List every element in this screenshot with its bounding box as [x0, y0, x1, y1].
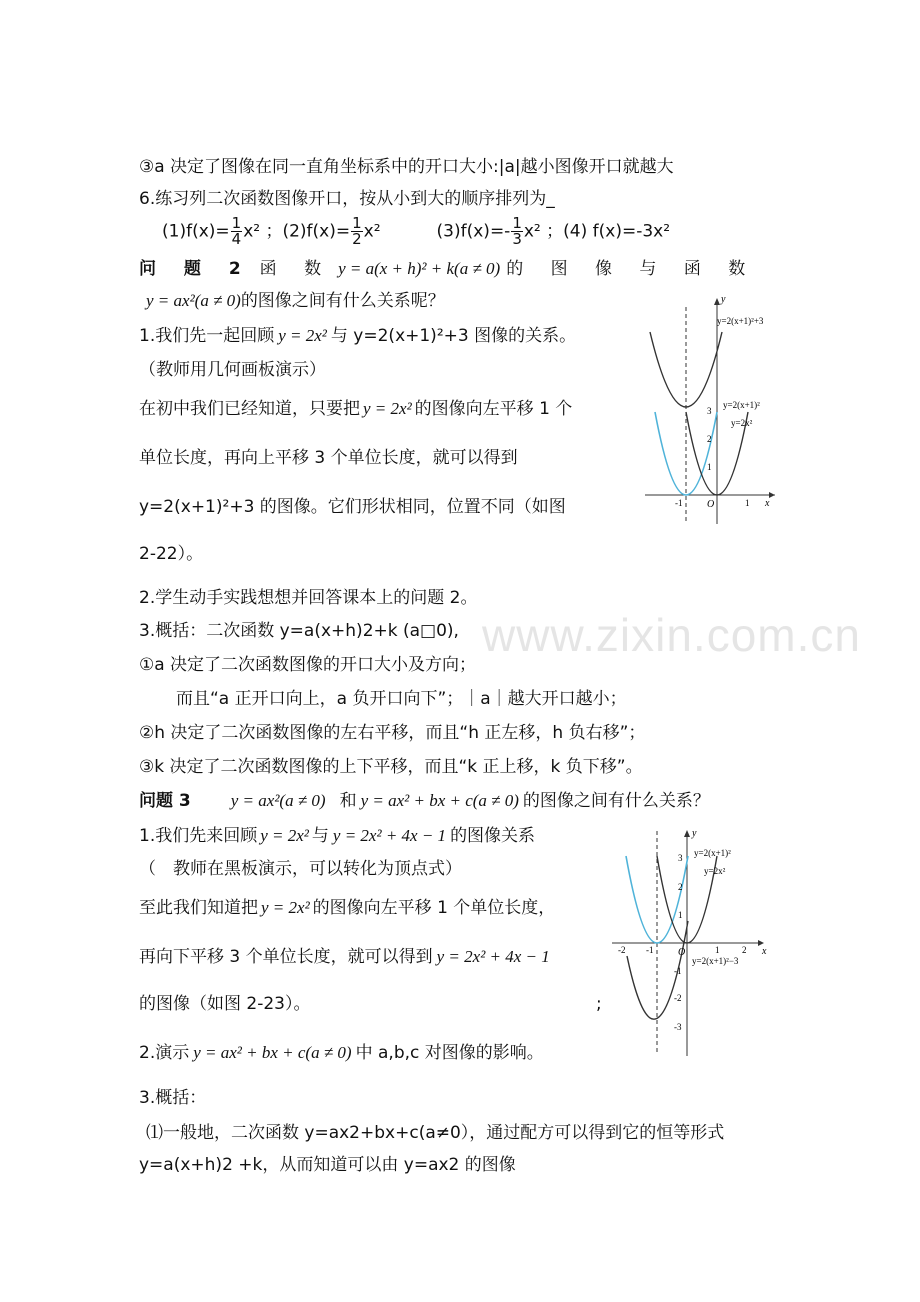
question-3-line: 问题 3 y = ax²(a ≠ 0) 和 y = ax² + bx + c(a ≠ 0) 的图像之间有什么关系？: [139, 791, 710, 811]
tick-y-3: 3: [678, 853, 683, 863]
label-mid: y=2(x+1)²: [723, 400, 760, 410]
label-top: y=2(x+1)²: [694, 848, 731, 858]
tick-origin: O: [678, 947, 686, 958]
conclusion-1: ①a 决定了二次函数图像的开口大小及方向；: [139, 655, 477, 675]
x-axis-arrow: [769, 492, 775, 498]
q2-formula: y = a(x + h)² + k(a ≠ 0): [338, 259, 501, 278]
step-1: 1.我们先一起回顾 y = 2x² 与 y=2(x+1)²+3 图像的关系。: [139, 326, 577, 346]
conclusion-2: ②h 决定了二次函数图像的左右平移，而且“h 正左移，h 负右移”；: [139, 723, 646, 743]
y-axis-label: y: [721, 294, 726, 305]
exercise-6-items: [162, 216, 670, 247]
tick-x-2: 2: [742, 945, 747, 955]
q3-para-3: 的图像（如图 2-23）。: [139, 994, 311, 1014]
ex1-prefix: (1)f(x)=: [162, 221, 230, 242]
tick-x-1: 1: [715, 945, 720, 955]
y-axis-label: y: [692, 828, 697, 839]
tick-y-3: 3: [707, 406, 712, 416]
conclusion-1b: 而且“a 正开口向上，a 负开口向下”；｜a｜越大开口越小；: [176, 689, 627, 709]
figure-2-23: [612, 826, 772, 1058]
ex3-suffix: x² ；(4) f(x)=-3x²: [523, 221, 671, 242]
exercise-6-title: 6.练习列二次函数图像开口，按从小到大的顺序排列为_: [139, 189, 555, 209]
tick-x-1: 1: [745, 498, 750, 508]
y-axis-arrow: [684, 830, 690, 837]
x-axis-label: x: [762, 946, 767, 957]
q3-summary-2: y=a(x+h)2 +k，从而知道可以由 y=ax2 的图像: [139, 1155, 516, 1175]
q3-para-1: 至此我们知道把 y = 2x² 的图像向左平移 1 个单位长度，: [139, 898, 556, 918]
para-3: y=2(x+1)²+3 的图像。它们形状相同，位置不同（如图: [139, 497, 566, 517]
q3-step-1-note: （ 教师在黑板演示，可以转化为顶点式）: [139, 859, 462, 879]
tick-y-1: 1: [707, 462, 712, 472]
figure-2-22: [645, 292, 805, 527]
y-axis-arrow: [714, 298, 720, 305]
ex2-fraction: $\frac{1}{2}$: [352, 214, 362, 248]
tick-x-neg1: -1: [646, 945, 654, 955]
step-1-note: （教师用几何画板演示）: [139, 360, 326, 380]
q2-formula-2: y = ax²(a ≠ 0): [146, 291, 241, 310]
tick-y-neg3: -3: [674, 1022, 682, 1032]
q3-para-2: 再向下平移 3 个单位长度，就可以得到 y = 2x² + 4x − 1: [139, 947, 550, 967]
tick-x-neg1: -1: [675, 498, 683, 508]
ex2-suffix: x²: [363, 221, 381, 242]
x-axis-label: x: [765, 498, 770, 509]
tick-y-neg2: -2: [674, 993, 682, 1003]
ex3-fraction: $\frac{1}{3}$: [512, 214, 522, 248]
tick-x-neg2: -2: [618, 945, 626, 955]
para-2: 单位长度，再向上平移 3 个单位长度，就可以得到: [139, 448, 518, 468]
tick-y-1: 1: [678, 910, 683, 920]
text-line-1: ③a 决定了图像在同一直角坐标系中的开口大小:|a|越小图像开口就越大: [139, 157, 674, 177]
tick-origin: O: [707, 499, 715, 510]
label-low: y=2x²: [731, 418, 753, 428]
tick-y-2: 2: [707, 434, 712, 444]
label-bottom: y=2(x+1)²−3: [692, 956, 739, 966]
step-3: 3.概括：二次函数 y=a(x+h)2+k (a□0),: [139, 621, 459, 641]
ex1-fraction: $\frac{1}{4}$: [231, 214, 242, 248]
label-low: y=2x²: [704, 866, 726, 876]
q3-step-2: 2.演示 y = ax² + bx + c(a ≠ 0) 中 a,b,c 对图像的影响。: [139, 1043, 544, 1063]
question-2-line: 问 题 2 函 数 y = a(x + h)² + k(a ≠ 0) 的 图 像 与 函 数: [139, 259, 757, 279]
question-2-line-2: y = ax²(a ≠ 0)的图像之间有什么关系呢？: [146, 291, 445, 311]
para-1: 在初中我们已经知道，只要把 y = 2x² 的图像向左平移 1 个: [139, 399, 573, 419]
conclusion-3: ③k 决定了二次函数图像的上下平移，而且“k 正上移，k 负下移”。: [139, 757, 643, 777]
tick-y-neg1: -1: [674, 966, 682, 976]
q3-step-1: 1.我们先来回顾 y = 2x² 与 y = 2x² + 4x − 1 的图像关系: [139, 826, 536, 846]
step-2: 2.学生动手实践想想并回答课本上的问题 2。: [139, 588, 478, 608]
question-2-label: 问 题 2: [139, 259, 252, 279]
label-top: y=2(x+1)²+3: [717, 316, 764, 326]
watermark: www.zixin.com.cn: [482, 609, 861, 661]
q3-summary-1: ⑴一般地，二次函数 y=ax2+bx+c(a≠0），通过配方可以得到它的恒等形式: [146, 1123, 725, 1143]
ex3-prefix: (3)f(x)=-: [436, 221, 511, 242]
tick-y-2: 2: [678, 882, 683, 892]
ex1-suffix: x² ；(2)f(x)=: [243, 221, 351, 242]
q3-step-3: 3.概括：: [139, 1088, 207, 1108]
stray-mark: ;: [596, 994, 602, 1014]
para-4: 2-22）。: [139, 544, 204, 564]
question-3-label: 问题 3: [139, 791, 191, 811]
